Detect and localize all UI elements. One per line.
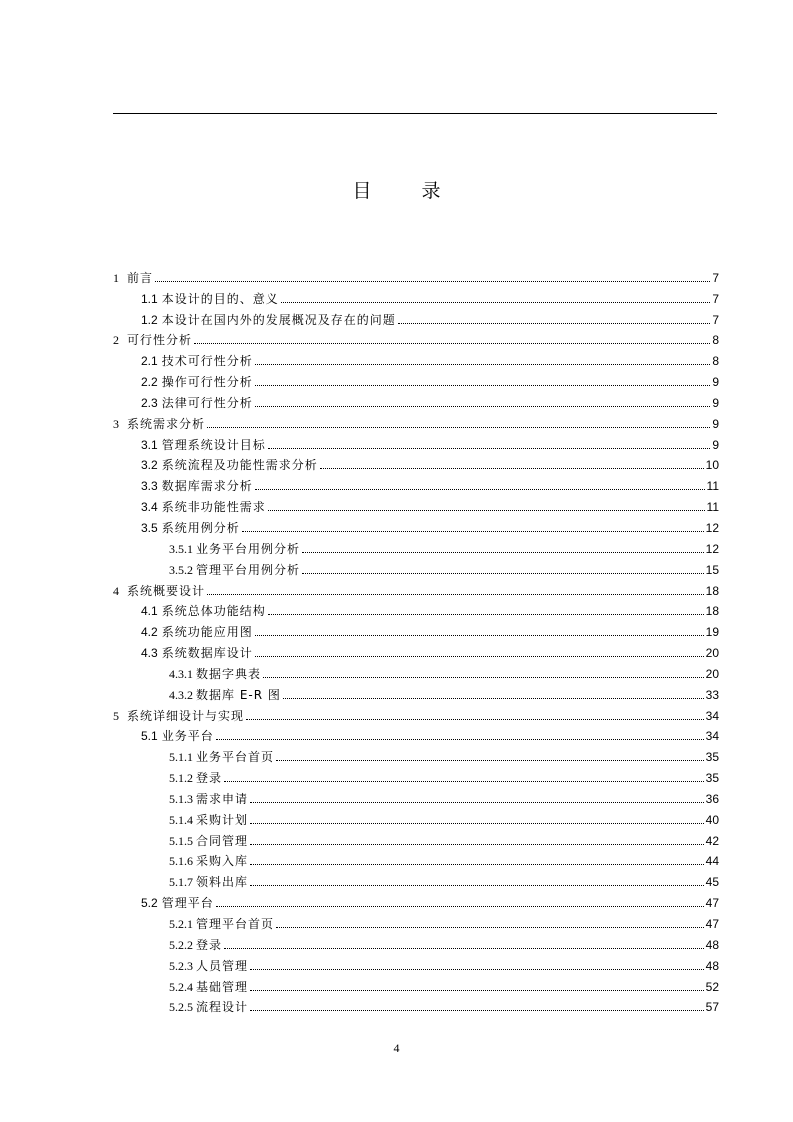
toc-dot-leader (250, 885, 704, 886)
toc-entry-title: 系统概要设计 (127, 583, 206, 598)
toc-entry[interactable] (113, 744, 719, 765)
toc-entry-title: 管理平台 (161, 896, 214, 911)
toc-entry-title: 系统用例分析 (161, 520, 240, 535)
toc-entry-title: 本设计在国内外的发展概况及存在的问题 (161, 312, 396, 327)
toc-dot-leader (246, 719, 704, 720)
toc-entry[interactable] (113, 911, 719, 932)
toc-dot-leader (224, 948, 704, 949)
toc-entry-page: 18 (705, 604, 719, 619)
toc-entry-title: 业务平台首页 (196, 750, 275, 765)
toc-entry-title: 本设计的目的、意义 (161, 291, 279, 306)
toc-entry-title: 领料出库 (196, 875, 249, 890)
toc-entry-number: 4.3 (141, 646, 158, 661)
toc-entry-page: 9 (712, 395, 719, 410)
toc-entry-number: 2.1 (141, 354, 158, 369)
toc-entry-number: 1.2 (141, 312, 158, 327)
toc-entry-page: 20 (705, 666, 719, 681)
toc-dot-leader (268, 448, 711, 449)
toc-entry[interactable] (113, 328, 719, 349)
toc-entry-page: 9 (712, 437, 719, 452)
toc-entry-number: 2.2 (141, 375, 158, 390)
toc-dot-leader (268, 614, 704, 615)
toc-entry-number: 2 (113, 333, 119, 348)
toc-entry[interactable] (113, 390, 719, 411)
toc-entry-number: 5.2.2 (169, 937, 193, 952)
toc-entry-number: 3.1 (141, 437, 158, 452)
toc-entry-title: 采购计划 (196, 812, 249, 827)
toc-entry-page: 7 (712, 312, 719, 327)
toc-entry-number: 2.3 (141, 395, 158, 410)
toc-entry-page: 48 (705, 958, 719, 973)
toc-entry-title: 操作可行性分析 (161, 375, 253, 390)
toc-entry-title: 管理系统设计目标 (161, 437, 266, 452)
toc-dot-leader (398, 323, 711, 324)
toc-entry-number: 5 (113, 708, 119, 723)
toc-entry[interactable] (113, 265, 719, 286)
toc-entry[interactable] (113, 974, 719, 995)
toc-entry[interactable] (113, 536, 719, 557)
toc-entry[interactable] (113, 453, 719, 474)
toc-entry[interactable] (113, 515, 719, 536)
toc-entry-title: 业务平台用例分析 (196, 541, 301, 556)
toc-entry-number: 5.1.4 (169, 812, 193, 827)
toc-entry-page: 8 (712, 354, 719, 369)
toc-entry-number: 1.1 (141, 291, 158, 306)
toc-entry-number: 5.2.1 (169, 917, 193, 931)
toc-entry-number: 4.3.1 (169, 666, 193, 681)
toc-entry[interactable] (113, 619, 719, 640)
toc-entry-number: 5.2.3 (169, 958, 193, 973)
toc-dot-leader (216, 739, 704, 740)
toc-entry-page: 19 (705, 625, 719, 640)
toc-entry-title: 系统功能应用图 (161, 625, 253, 640)
toc-entry-number: 3.5.1 (169, 541, 193, 556)
toc-entry-title: 基础管理 (196, 979, 249, 994)
toc-entry-title: 采购入库 (196, 854, 249, 869)
toc-entry-title: 登录 (196, 937, 223, 952)
toc-title: 目 录 (352, 180, 463, 202)
toc-entry-number: 5.1.1 (169, 750, 193, 765)
toc-entry-number: 4.1 (141, 604, 158, 619)
toc-entry-page: 12 (705, 520, 719, 535)
toc-entry-page: 9 (712, 416, 719, 431)
toc-entry-number: 3 (113, 416, 119, 431)
toc-entry[interactable] (113, 953, 719, 974)
toc-dot-leader (242, 531, 704, 532)
toc-entry-number: 5.1 (141, 729, 158, 744)
toc-entry[interactable] (113, 473, 719, 494)
toc-entry-page: 47 (705, 896, 719, 911)
toc-entry-title: 数据字典表 (196, 666, 262, 681)
toc-entry[interactable] (113, 307, 719, 328)
toc-entry[interactable] (113, 828, 719, 849)
toc-entry-number: 5.1.3 (169, 791, 193, 806)
toc-entry-number: 3.3 (141, 479, 158, 494)
toc-entry-title: 流程设计 (196, 1000, 249, 1015)
toc-entry-page: 33 (705, 687, 719, 702)
toc-entry-page: 20 (705, 646, 719, 661)
toc-dot-leader (320, 468, 704, 469)
toc-dot-leader (276, 760, 704, 761)
toc-dot-leader (216, 906, 704, 907)
toc-entry-title: 数据库 E-R 图 (196, 687, 281, 702)
toc-entry-title: 系统总体功能结构 (161, 604, 266, 619)
toc-dot-leader (255, 385, 711, 386)
toc-entry[interactable] (113, 995, 719, 1016)
toc-entry-page: 12 (705, 541, 719, 556)
toc-entry-title: 法律可行性分析 (161, 395, 253, 410)
toc-entry-number: 4.3.2 (169, 687, 193, 702)
toc-entry-page: 7 (712, 270, 719, 285)
toc-entry-number: 1 (113, 270, 119, 285)
toc-entry-number: 5.2 (141, 896, 158, 911)
toc-entry[interactable] (113, 411, 719, 432)
toc-entry-page: 11 (706, 500, 719, 515)
toc-entry-page: 11 (706, 479, 719, 494)
toc-entry-page: 18 (705, 583, 719, 598)
toc-entry[interactable] (113, 765, 719, 786)
toc-entry-number: 4.2 (141, 625, 158, 640)
toc-entry-page: 57 (705, 1000, 719, 1015)
toc-entry-page: 35 (705, 771, 719, 786)
toc-entry[interactable] (113, 890, 719, 911)
toc-entry-number: 5.1.6 (169, 854, 193, 869)
table-of-contents (113, 265, 719, 1015)
toc-entry-title: 系统流程及功能性需求分析 (161, 458, 318, 473)
toc-dot-leader (255, 406, 711, 407)
toc-dot-leader (207, 427, 710, 428)
toc-entry[interactable] (113, 494, 719, 515)
toc-entry[interactable] (113, 578, 719, 599)
toc-entry-page: 34 (705, 708, 719, 723)
toc-entry-number: 5.1.7 (169, 875, 193, 890)
toc-dot-leader (224, 781, 704, 782)
toc-entry-title: 可行性分析 (127, 333, 193, 348)
toc-entry-title: 业务平台 (161, 729, 214, 744)
toc-dot-leader (302, 573, 704, 574)
toc-entry[interactable] (113, 661, 719, 682)
toc-entry-title: 数据库需求分析 (161, 479, 253, 494)
toc-dot-leader (194, 343, 710, 344)
toc-entry-title: 管理平台首页 (196, 917, 275, 931)
toc-entry[interactable] (113, 557, 719, 578)
toc-entry-title: 合同管理 (196, 833, 249, 848)
toc-entry[interactable] (113, 703, 719, 724)
page-number: 4 (393, 1041, 400, 1055)
toc-dot-leader (263, 677, 704, 678)
toc-dot-leader (283, 698, 704, 699)
toc-entry[interactable] (113, 432, 719, 453)
toc-entry-title: 需求申请 (196, 791, 249, 806)
toc-entry-page: 45 (705, 875, 719, 890)
toc-entry-title: 前言 (127, 270, 154, 285)
toc-dot-leader (250, 1010, 704, 1011)
toc-dot-leader (302, 552, 704, 553)
toc-entry-number: 3.4 (141, 500, 158, 515)
toc-entry-number: 5.1.2 (169, 771, 193, 786)
toc-entry-page: 47 (705, 917, 719, 931)
toc-entry-number: 5.2.4 (169, 979, 193, 994)
toc-dot-leader (250, 823, 704, 824)
toc-entry-number: 3.2 (141, 458, 158, 473)
toc-dot-leader (255, 364, 711, 365)
toc-entry[interactable] (113, 807, 719, 828)
toc-entry-page: 15 (705, 562, 719, 577)
toc-dot-leader (281, 302, 711, 303)
toc-entry-page: 7 (712, 291, 719, 306)
toc-entry-page: 52 (705, 979, 719, 994)
toc-entry-page: 36 (705, 791, 719, 806)
toc-entry-title: 系统数据库设计 (161, 646, 253, 661)
toc-dot-leader (255, 656, 704, 657)
toc-entry[interactable] (113, 724, 719, 745)
toc-entry-page: 9 (712, 375, 719, 390)
toc-dot-leader (250, 864, 704, 865)
toc-entry-number: 5.1.5 (169, 833, 193, 848)
toc-entry-title: 登录 (196, 771, 223, 786)
toc-entry[interactable] (113, 348, 719, 369)
toc-entry-title: 系统非功能性需求 (161, 500, 266, 515)
toc-entry-number: 3.5 (141, 520, 158, 535)
toc-dot-leader (255, 489, 705, 490)
toc-entry-title: 系统需求分析 (127, 416, 206, 431)
toc-entry-title: 管理平台用例分析 (196, 562, 301, 577)
toc-dot-leader (268, 510, 705, 511)
toc-entry[interactable] (113, 682, 719, 703)
toc-dot-leader (250, 990, 704, 991)
toc-dot-leader (250, 844, 704, 845)
toc-dot-leader (276, 927, 704, 928)
header-rule (113, 113, 717, 114)
toc-entry-page: 44 (705, 854, 719, 869)
toc-dot-leader (255, 635, 704, 636)
toc-entry-title: 系统详细设计与实现 (127, 708, 245, 723)
toc-entry-page: 10 (705, 458, 719, 473)
toc-entry-number: 4 (113, 583, 119, 598)
toc-entry-number: 3.5.2 (169, 562, 193, 577)
toc-entry-page: 42 (705, 833, 719, 848)
toc-entry-title: 技术可行性分析 (161, 354, 253, 369)
toc-entry-page: 8 (712, 333, 719, 348)
toc-entry[interactable] (113, 786, 719, 807)
toc-entry[interactable] (113, 369, 719, 390)
toc-entry[interactable] (113, 640, 719, 661)
toc-entry-page: 48 (705, 937, 719, 952)
toc-dot-leader (250, 969, 704, 970)
toc-entry-page: 40 (705, 812, 719, 827)
toc-entry[interactable] (113, 869, 719, 890)
toc-entry-page: 35 (705, 750, 719, 765)
toc-entry-number: 5.2.5 (169, 1000, 193, 1015)
toc-dot-leader (155, 281, 710, 282)
toc-entry[interactable] (113, 849, 719, 870)
toc-dot-leader (250, 802, 704, 803)
toc-entry[interactable] (113, 286, 719, 307)
toc-dot-leader (207, 594, 704, 595)
toc-entry-title: 人员管理 (196, 958, 249, 973)
toc-entry-page: 34 (705, 729, 719, 744)
toc-entry[interactable] (113, 599, 719, 620)
toc-entry[interactable] (113, 932, 719, 953)
